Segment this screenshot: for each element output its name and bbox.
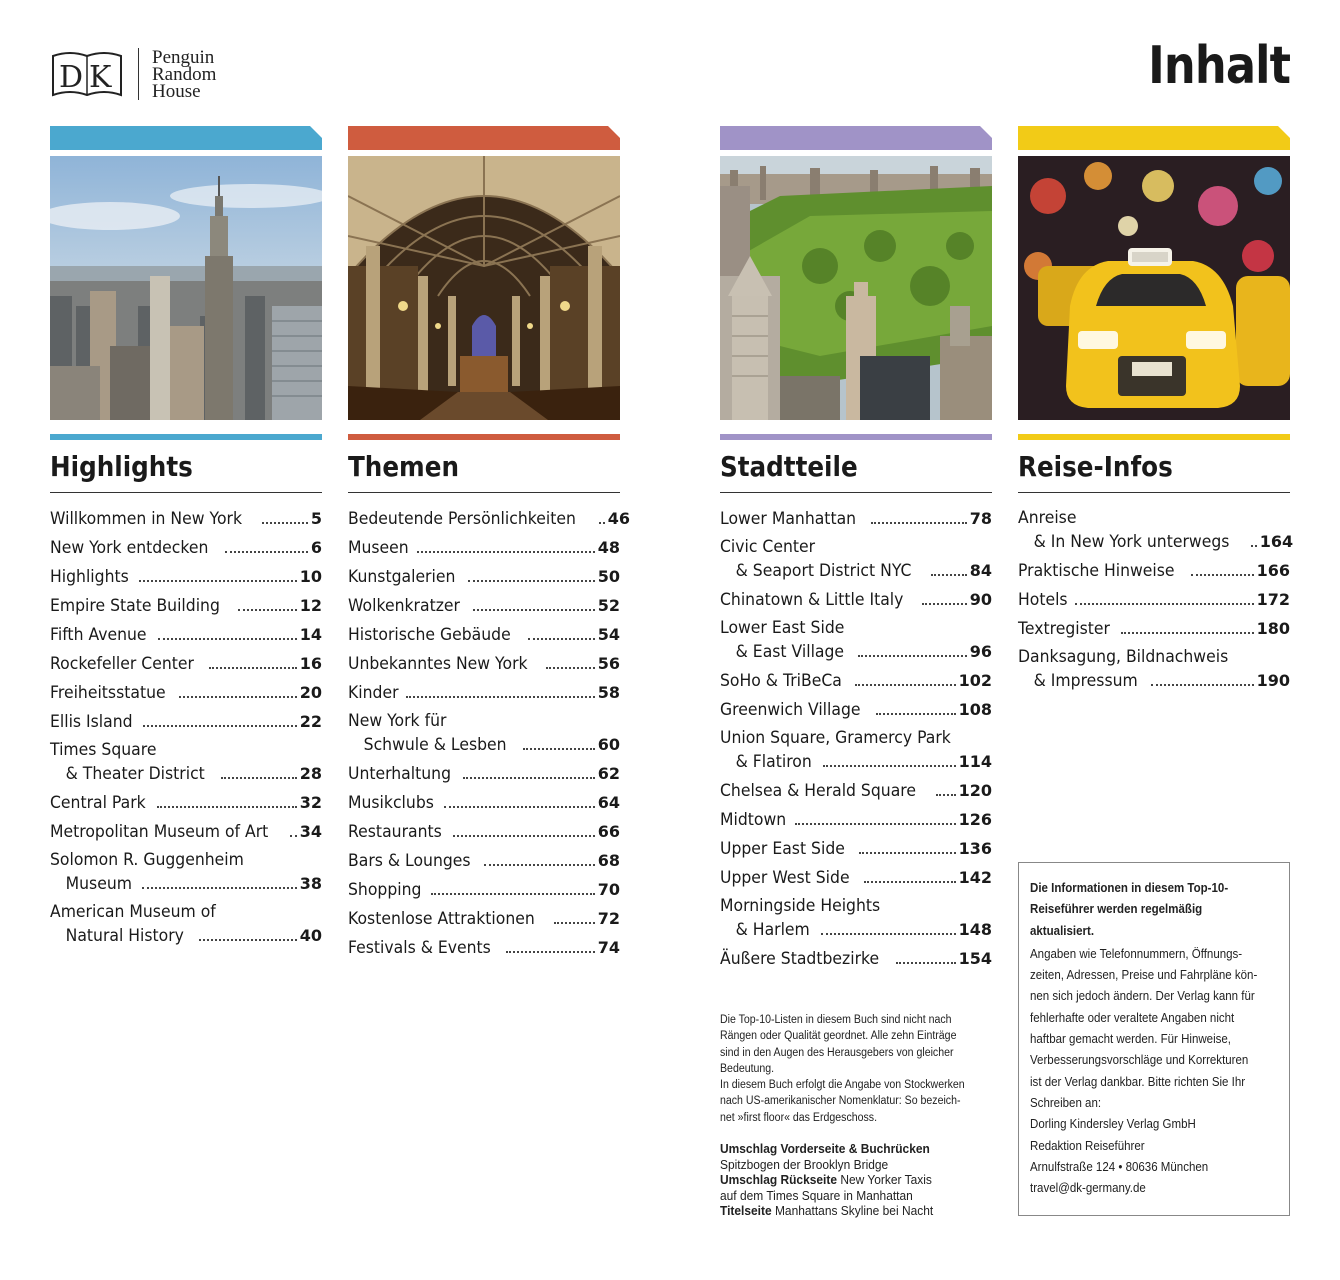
cathedral-interior-photo — [348, 156, 620, 420]
toc-entry[interactable]: Restaurants 66 — [348, 822, 620, 842]
toc-entry[interactable]: Bedeutende Persönlichkeiten 46 — [348, 509, 630, 529]
title-underline — [348, 492, 620, 493]
top10-lists-note: Die Top-10-Listen in diesem Buch sind nicht nach Rängen oder Qualität geordnet. Alle zehn Einträge sind in den Augen des Herausgebers von gleicher Bedeutung. In diesem Buch erfolgt die Angabe von Stockwerken nach US-amerikanischer Nomenklatur: So bezeich- net »first floor« das Erdgeschoss. — [720, 1014, 965, 1124]
section-rule — [720, 434, 992, 440]
toc-entry[interactable]: Historische Gebäude 54 — [348, 625, 620, 645]
section-rule — [1018, 434, 1290, 440]
cover-credits: Umschlag Vorderseite & Buchrücken Spitzbogen der Brooklyn Bridge Umschlag Rückseite New Yorker Taxis auf dem Times Square in Manhattan Titelseite Manhattans Skyline bei Nacht — [720, 1141, 934, 1218]
toc-list — [50, 507, 322, 948]
toc-entry[interactable]: Greenwich Village 108 — [720, 700, 992, 720]
toc-entry[interactable]: Chelsea & Herald Square 120 — [720, 781, 992, 801]
publisher-logo — [50, 48, 216, 100]
toc-entry[interactable]: Bars & Lounges 68 — [348, 851, 620, 871]
toc-entry[interactable]: Kinder 58 — [348, 683, 620, 703]
toc-entry[interactable]: Danksagung, Bildnachweis & Impressum 190 — [1018, 647, 1290, 691]
contact-email[interactable]: travel@dk-germany.de — [1030, 1180, 1146, 1196]
section-rule — [348, 434, 620, 440]
toc-entry[interactable]: Äußere Stadtbezirke 154 — [720, 949, 992, 969]
toc-entry[interactable]: Museen 48 — [348, 538, 620, 558]
toc-entry[interactable]: Upper East Side 136 — [720, 839, 992, 859]
svg-text:D: D — [59, 60, 84, 95]
section-highlights — [50, 126, 322, 953]
title-underline — [50, 492, 322, 493]
title-underline — [720, 492, 992, 493]
toc-entry[interactable]: Times Square & Theater District 28 — [50, 740, 322, 784]
toc-entry[interactable]: Upper West Side 142 — [720, 868, 992, 888]
toc-list — [348, 507, 630, 960]
toc-entry[interactable]: Metropolitan Museum of Art 34 — [50, 822, 322, 842]
section-title: Reise-Infos — [1018, 450, 1173, 483]
info-box-body: Angaben wie Telefonnummern, Öffnungs- zeiten, Adressen, Preise und Fahrpläne kön- nen sich jedoch ändern. Der Verlag kann für fehlerhafte oder veraltete Angaben nicht haftbar gemacht werden. Für Hinweise, Verbesserungsvorschläge und Korrekturen ist der Verlag dankbar. Bitte richten Sie Ihr Schreiben an: Dorling Kindersley Verlag GmbH Redaktion Reiseführer Arnulfstraße 124 • 80636 München travel@dk-germany.de — [1030, 943, 1282, 1199]
toc-entry[interactable]: Fifth Avenue 14 — [50, 625, 322, 645]
empire-state-skyline-photo — [50, 156, 322, 420]
section-title: Highlights — [50, 450, 193, 483]
yellow-taxi-night-photo — [1018, 156, 1290, 420]
toc-entry[interactable]: Kunstgalerien 50 — [348, 567, 620, 587]
toc-entry[interactable]: Freiheitsstatue 20 — [50, 683, 322, 703]
svg-text:K: K — [89, 60, 112, 95]
toc-entry[interactable]: New York entdecken 6 — [50, 538, 322, 558]
section-reise-infos — [1018, 126, 1294, 698]
toc-entry[interactable]: Central Park 32 — [50, 793, 322, 813]
toc-list — [720, 507, 992, 971]
section-rule — [50, 434, 322, 440]
toc-entry[interactable]: Chinatown & Little Italy 90 — [720, 590, 992, 610]
page-title: Inhalt — [1147, 36, 1290, 96]
toc-entry[interactable]: Textregister 180 — [1018, 619, 1290, 639]
toc-entry[interactable]: Midtown 126 — [720, 810, 992, 830]
toc-entry[interactable]: Morningside Heights & Harlem 148 — [720, 896, 992, 940]
toc-entry[interactable]: Highlights 10 — [50, 567, 322, 587]
info-box-heading: Die Informationen in diesem Top-10- Reiseführer werden regelmäßig aktualisiert. — [1030, 880, 1229, 938]
toc-list — [1018, 507, 1294, 693]
toc-entry[interactable]: SoHo & TriBeCa 102 — [720, 671, 992, 691]
publisher-name: Penguin Random House — [152, 46, 217, 102]
toc-entry[interactable]: Praktische Hinweise 166 — [1018, 561, 1290, 581]
section-title: Stadtteile — [720, 450, 858, 483]
section-tab — [348, 126, 620, 150]
toc-entry[interactable]: Willkommen in New York 5 — [50, 509, 322, 529]
toc-entry[interactable]: Lower East Side & East Village 96 — [720, 618, 992, 662]
toc-entry[interactable]: Empire State Building 12 — [50, 596, 322, 616]
dk-book-logo-icon — [50, 48, 124, 100]
section-tab — [720, 126, 992, 150]
toc-entry[interactable]: Wolkenkratzer 52 — [348, 596, 620, 616]
section-themen — [348, 126, 630, 965]
toc-entry[interactable]: American Museum of Natural History 40 — [50, 902, 322, 946]
toc-entry[interactable]: Musikclubs 64 — [348, 793, 620, 813]
toc-entry[interactable]: Unbekanntes New York 56 — [348, 654, 620, 674]
toc-entry[interactable]: Festivals & Events 74 — [348, 938, 620, 958]
logo-divider — [138, 48, 139, 100]
toc-entry[interactable]: Union Square, Gramercy Park & Flatiron 114 — [720, 728, 992, 772]
toc-entry[interactable]: Hotels 172 — [1018, 590, 1290, 610]
toc-entry[interactable]: Lower Manhattan 78 — [720, 509, 992, 529]
update-info-box — [1018, 862, 1290, 1216]
toc-entry[interactable]: Rockefeller Center 16 — [50, 654, 322, 674]
section-title: Themen — [348, 450, 459, 483]
toc-entry[interactable]: New York für Schwule & Lesben 60 — [348, 711, 620, 755]
central-park-aerial-photo — [720, 156, 992, 420]
toc-entry[interactable]: Civic Center & Seaport District NYC 84 — [720, 537, 992, 581]
section-stadtteile — [720, 126, 992, 976]
title-underline — [1018, 492, 1290, 493]
toc-entry[interactable]: Kostenlose Attraktionen 72 — [348, 909, 620, 929]
toc-entry[interactable]: Solomon R. Guggenheim Museum 38 — [50, 850, 322, 894]
toc-entry[interactable]: Shopping 70 — [348, 880, 620, 900]
toc-entry[interactable]: Unterhaltung 62 — [348, 764, 620, 784]
toc-entry[interactable]: Anreise & In New York unterwegs 164 — [1018, 508, 1294, 552]
toc-entry[interactable]: Ellis Island 22 — [50, 712, 322, 732]
section-tab — [1018, 126, 1290, 150]
section-tab — [50, 126, 322, 150]
